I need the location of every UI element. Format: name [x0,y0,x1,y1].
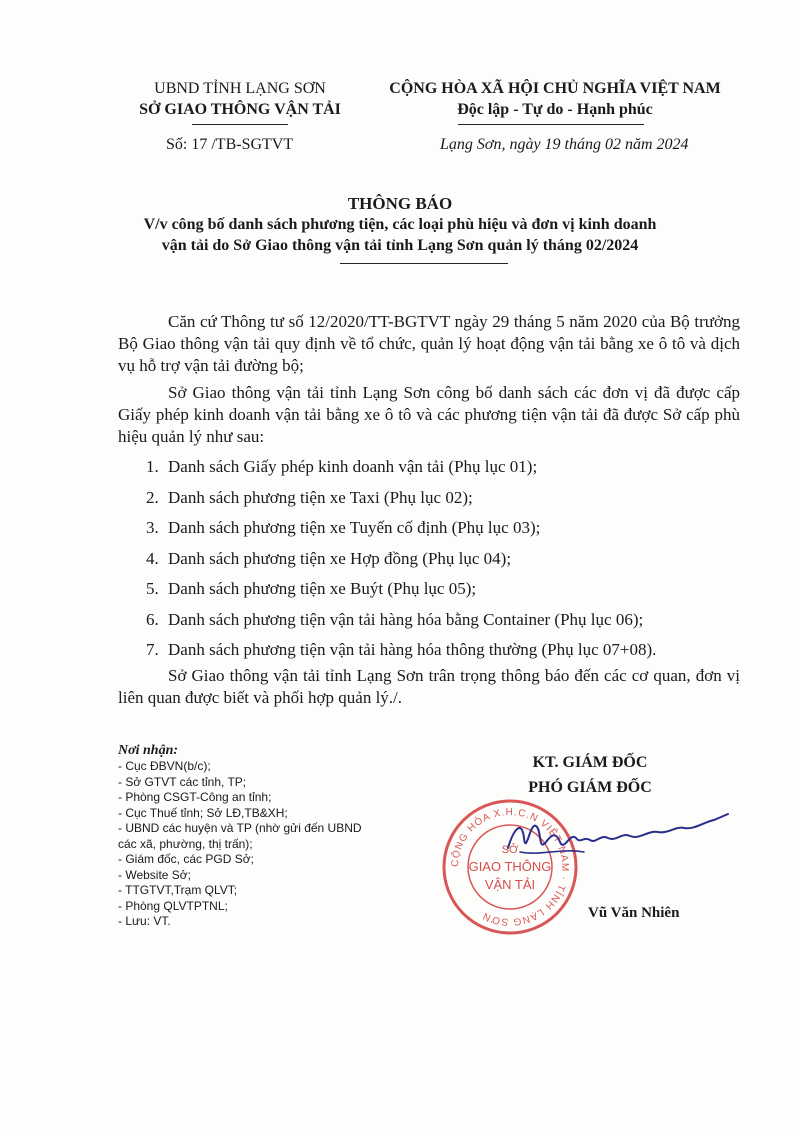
recipients-heading: Nơi nhận: [118,743,179,758]
list-item-text: Danh sách phương tiện xe Taxi (Phụ lục 02); [168,487,473,507]
title-subject-line-1: V/v công bố danh sách phương tiện, các loại phù hiệu và đơn vị kinh doanh [143,216,657,233]
list-item-number: 3. [146,518,159,537]
list-item-number: 4. [146,548,159,568]
paragraph-announcement: Sở Giao thông vận tải tỉnh Lạng Sơn công bố danh sách các đơn vị đã được cấp Giấy phép kinh doanh vận tải bằng xe ô tô và các phương tiện vận tải đã được Sở cấp phù hiệu quản lý như sau: [118,383,740,446]
paragraph-closing: Sở Giao thông vận tải tỉnh Lạng Sơn trân trọng thông báo đến các cơ quan, đơn vị liên quan được biết và phối hợp quản lý./. [118,666,740,707]
authority-name: UBND TỈNH LẠNG SƠN [154,80,326,97]
list-item [146,456,746,487]
list-item [146,578,746,609]
list-item-number: 2. [146,487,159,507]
list-item-text: Danh sách phương tiện xe Hợp đồng (Phụ lục 04); [168,548,512,568]
recipient-item: - TTGTVT,Trạm QLVT; [118,883,238,897]
national-header [360,78,750,120]
title-heading: THÔNG BÁO [347,194,453,213]
signer-name: Vũ Văn Nhiên [588,905,680,921]
place-date: Lạng Sơn, ngày 19 tháng 02 năm 2024 [440,136,689,153]
signature-title-1: KT. GIÁM ĐỐC [532,754,648,771]
document-number: Số: 17 /TB-SGTVT [166,136,294,153]
header-left-rule [192,124,288,125]
title-rule [340,263,508,264]
paragraph-legal-basis: Căn cứ Thông tư số 12/2020/TT-BGTVT ngày 29 tháng 5 năm 2020 của Bộ trưởng Bộ Giao thông vận tải quy định về tổ chức, quản lý hoạt động vận tải bằng xe ô tô và dịch vụ hỗ trợ vận tải đường bộ; [118,312,740,375]
recipients-list [118,759,418,930]
seal-center-line-2: GIAO THÔNG [468,859,552,874]
list-item [146,609,746,640]
list-item-text: Danh sách Giấy phép kinh doanh vận tải (Phụ lục 01); [168,457,538,476]
signature-title-2: PHÓ GIÁM ĐỐC [528,779,652,796]
issuer-header [110,78,370,120]
list-item-number: 1. [146,457,159,476]
motto: Độc lập - Tự do - Hạnh phúc [457,101,653,118]
seal-ring-text: CỘNG HÒA X.H.C.N VIỆT NAM · TỈNH LẠNG SƠN [449,806,571,928]
appendix-list [146,456,746,670]
document-title [80,193,720,256]
recipient-item: - Phòng CSGT-Công an tỉnh; [118,790,272,804]
seal-center-line-3: VẬN TẢI [484,877,536,892]
recipient-item: - Website Sở; [118,867,192,882]
list-item-text: Danh sách phương tiện vận tải hàng hóa bằng Container (Phụ lục 06); [168,609,644,629]
recipients-block [118,743,418,930]
list-item [146,517,746,548]
seal-center-line-1: SỞ [501,844,519,856]
list-item-number: 7. [146,640,159,659]
list-item-text: Danh sách phương tiện xe Tuyến cố định (Phụ lục 03); [168,518,541,537]
recipient-item: - Giám đốc, các PGD Sở; [118,852,254,866]
signature-block [480,750,700,800]
recipient-item: - Cục Thuế tỉnh; Sở LĐ,TB&XH; [118,805,288,820]
list-item-number: 5. [146,579,159,598]
recipient-item: - Cục ĐBVN(b/c); [118,759,211,773]
department-name: SỞ GIAO THÔNG VẬN TẢI [139,101,341,118]
recipient-item: - Lưu: VT. [118,914,171,928]
header-right-rule [458,124,644,125]
title-subject-line-2: vận tải do Sở Giao thông vận tải tỉnh Lạng Sơn quản lý tháng 02/2024 [161,237,639,254]
list-item-text: Danh sách phương tiện xe Buýt (Phụ lục 05); [168,579,477,598]
recipient-item: - UBND các huyện và TP (nhờ gửi đến UBND [118,821,362,835]
list-item-number: 6. [146,609,159,629]
list-item-text: Danh sách phương tiện vận tải hàng hóa thông thường (Phụ lục 07+08). [168,640,657,659]
list-item [146,548,746,579]
handwritten-signature [500,808,740,868]
nation-name: CỘNG HÒA XÃ HỘI CHỦ NGHĨA VIỆT NAM [389,80,721,97]
recipient-item: - Sở GTVT các tỉnh, TP; [118,774,247,789]
list-item [146,487,746,518]
recipient-item: các xã, phường, thị trấn); [118,836,253,851]
recipient-item: - Phòng QLVTPTNL; [118,898,228,913]
